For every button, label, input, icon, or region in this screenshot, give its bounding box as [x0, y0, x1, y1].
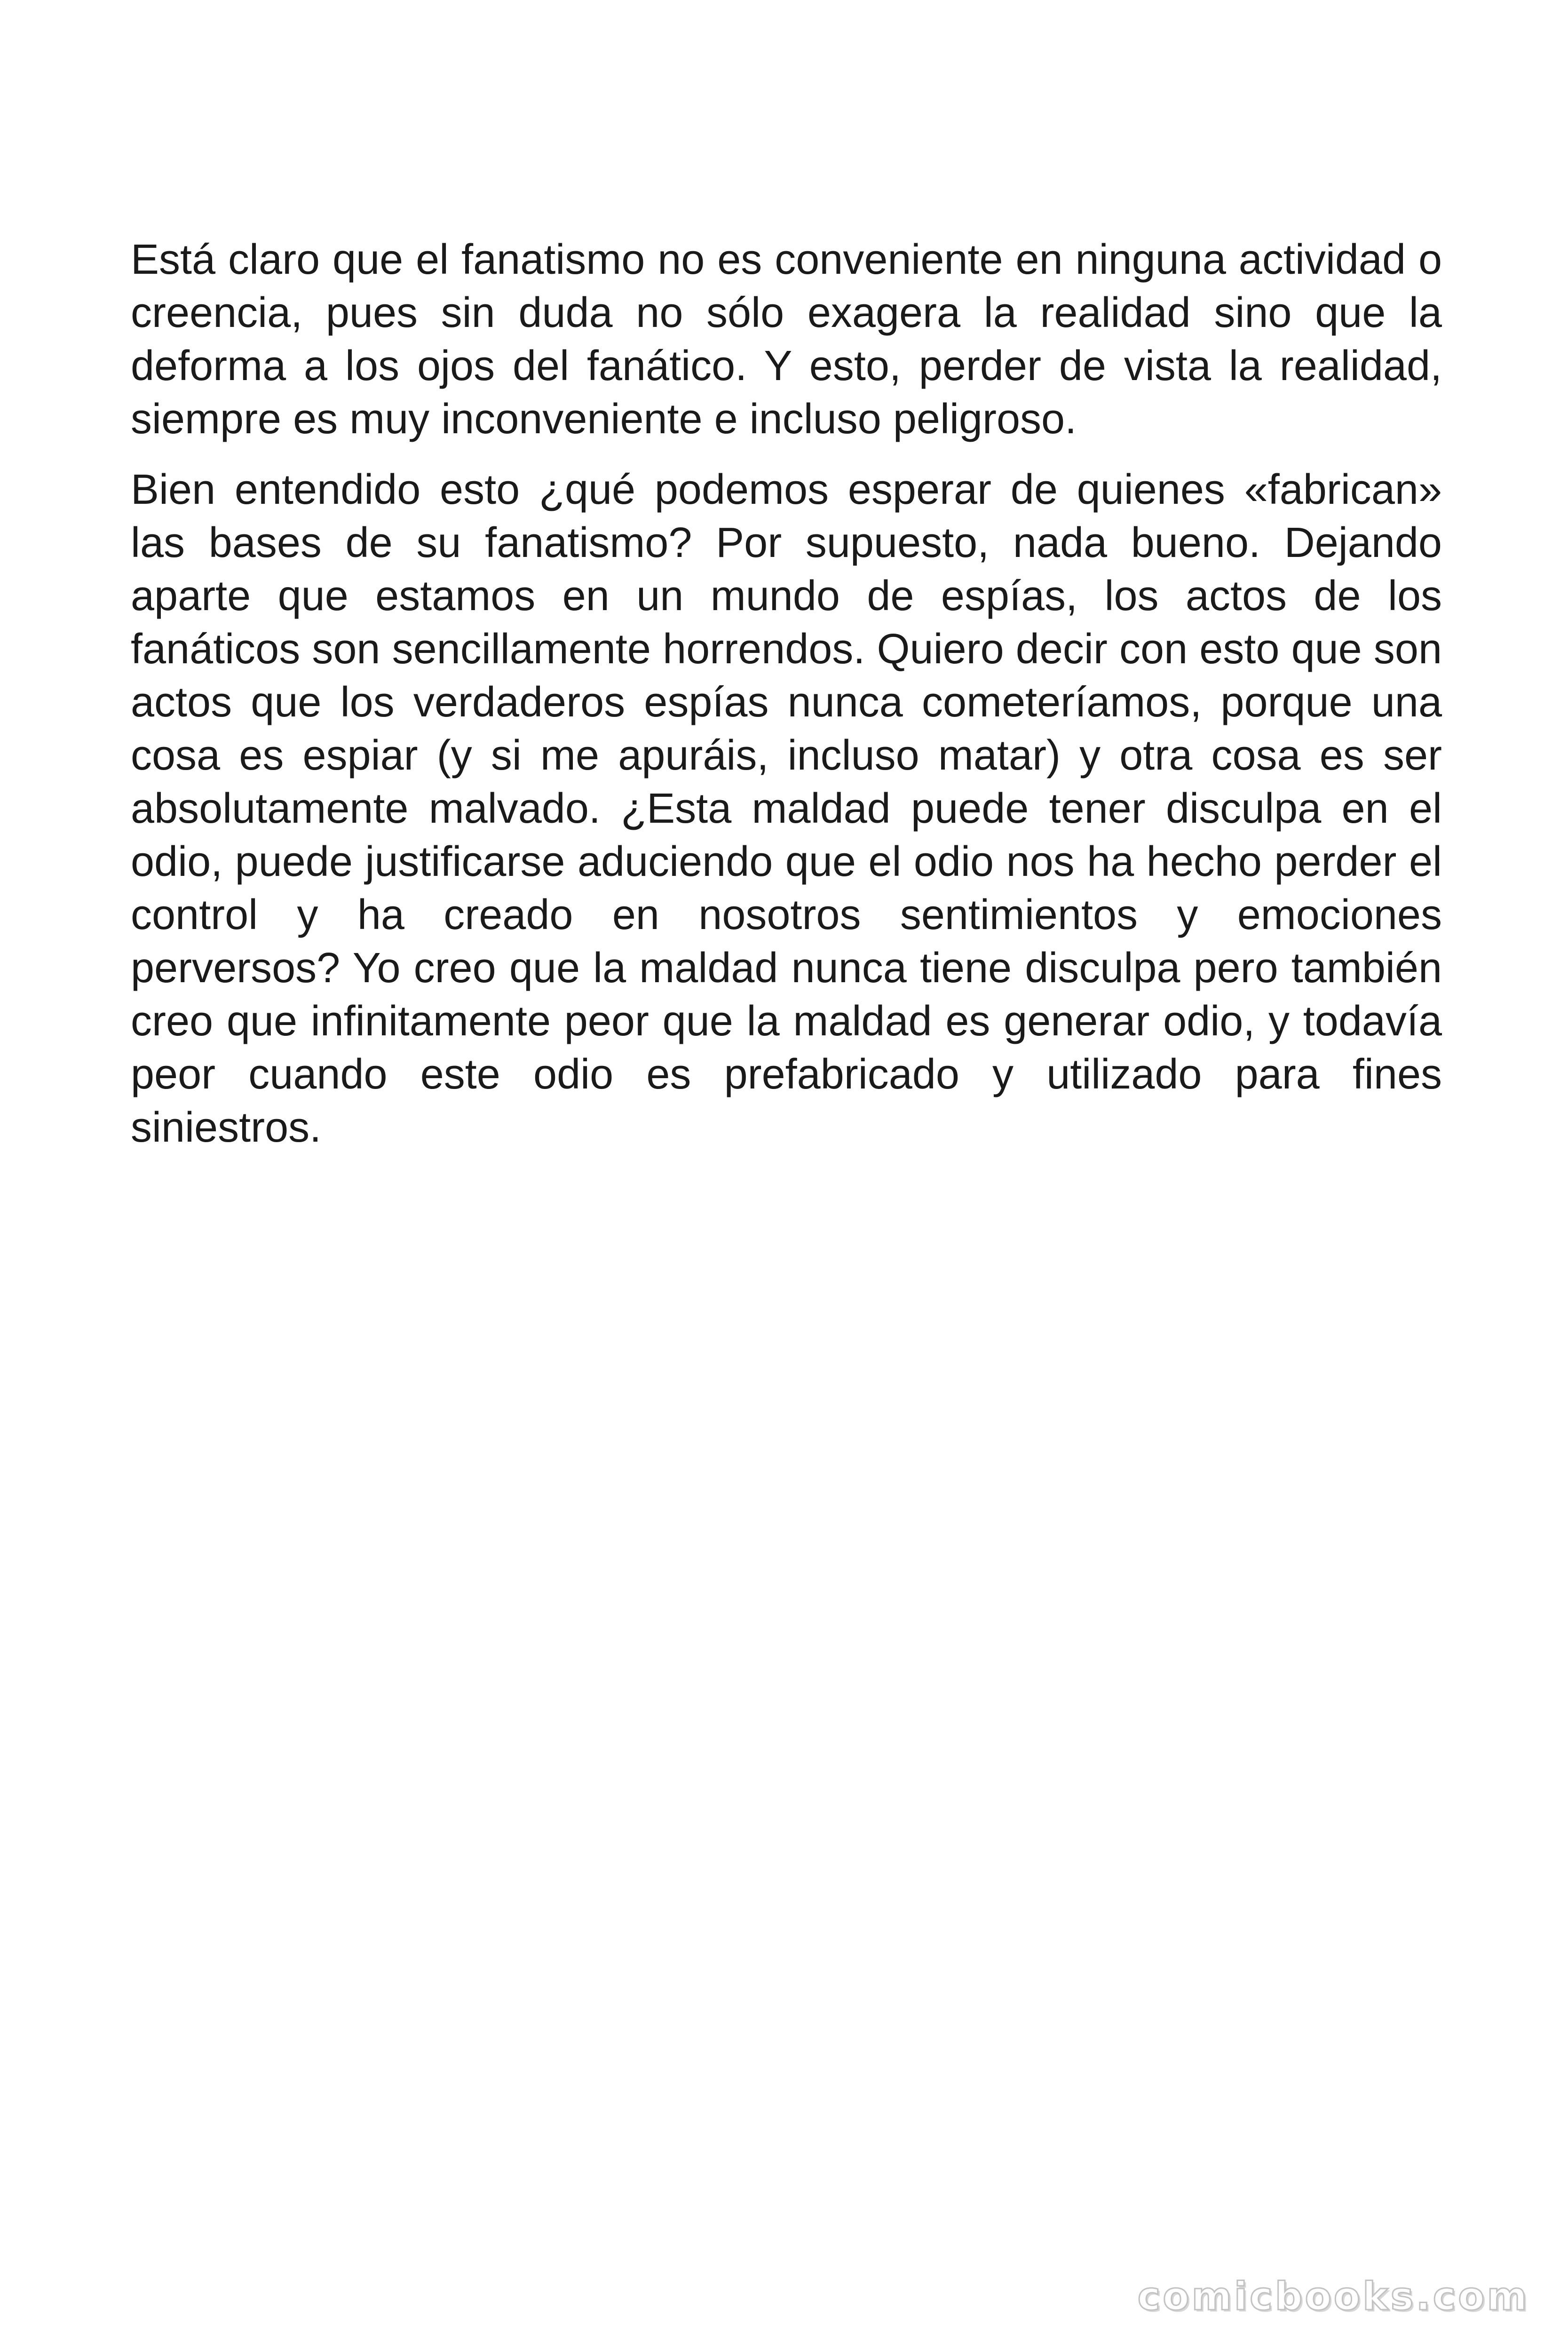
paragraph-2: Bien entendido esto ¿qué podemos esperar de quienes «fabrican» las bases de su fanatismo? Por supuesto, nada bueno. Dejando aparte que estamos en un mundo de espías, los actos de los fanáticos son sencillamente horrendos. Quiero decir con esto que son actos que los verdaderos espías nunca cometeríamos, porque una cosa es espiar (y si me apuráis, incluso matar) y otra cosa es ser absolutamente malvado. ¿Esta maldad puede tener disculpa en el odio, puede justificarse aduciendo que el odio nos ha hecho perder el control y ha creado en nosotros sentimientos y emociones perversos? Yo creo que la maldad nunca tiene disculpa pero también creo que infinitamente peor que la maldad es generar odio, y todavía peor cuando este odio es prefabricado y utilizado para fines siniestros. [131, 466, 1442, 1151]
body-text [131, 233, 1442, 1172]
paragraph-1: Está claro que el fanatismo no es conveniente en ninguna actividad o creencia, pues sin duda no sólo exagera la realidad sino que la deforma a los ojos del fanático. Y esto, perder de vista la realidad, siempre es muy inconveniente e incluso peligroso. [131, 236, 1442, 443]
watermark-logo: comicbooks.com [1137, 2274, 1529, 2319]
